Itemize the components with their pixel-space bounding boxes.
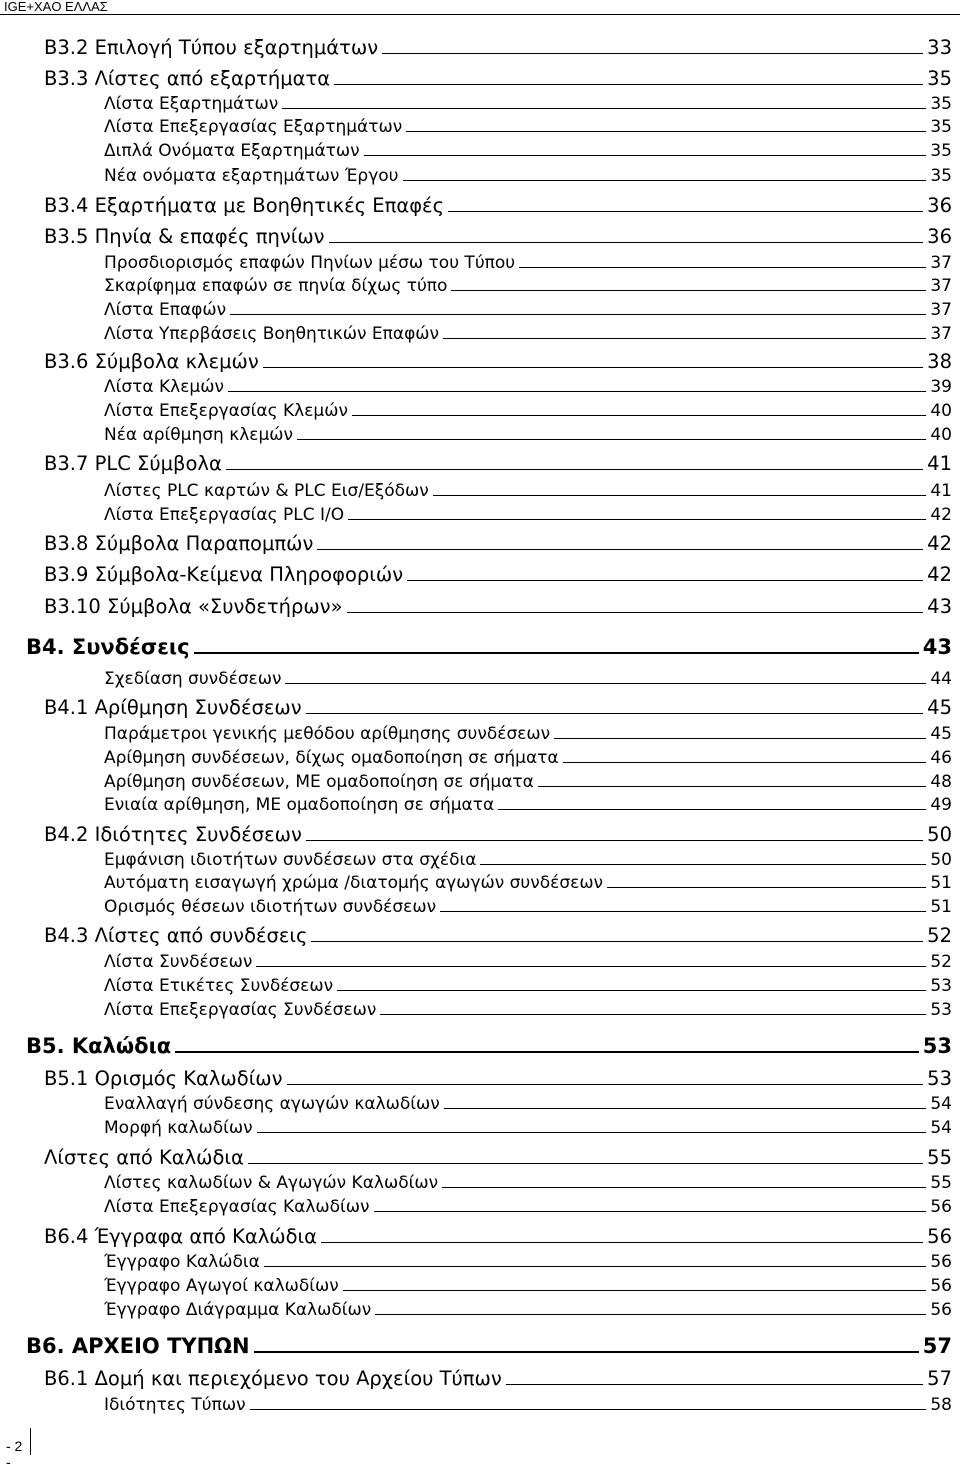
toc-leader-line: [317, 549, 923, 550]
toc-entry-page: 56: [930, 1197, 952, 1217]
page-footer: [0, 1428, 31, 1470]
toc-entry-title: Λίστα Επεξεργασίας Κλεμών: [104, 401, 348, 421]
toc-leader-line: [306, 713, 924, 714]
toc-entry-page: 57: [922, 1334, 952, 1358]
toc-entry[interactable]: [104, 748, 952, 768]
toc-entry-title: Σχεδίαση συνδέσεων: [104, 669, 282, 689]
toc-entry[interactable]: [44, 532, 952, 555]
toc-leader-line: [442, 1187, 926, 1188]
toc-entry[interactable]: [104, 276, 952, 296]
toc-leader-line: [448, 211, 923, 212]
toc-entry-page: 48: [930, 772, 952, 792]
toc-entry[interactable]: [104, 1094, 952, 1114]
toc-entry[interactable]: [104, 94, 952, 114]
toc-entry-title: Λίστες από Καλώδια: [44, 1146, 244, 1169]
toc-entry-page: 35: [927, 67, 952, 90]
toc-leader-line: [306, 840, 923, 841]
toc-entry-page: 57: [927, 1367, 952, 1390]
toc-entry[interactable]: [26, 1334, 952, 1358]
toc-entry-page: 40: [930, 425, 952, 445]
toc-entry[interactable]: [104, 1252, 952, 1272]
toc-entry-title: Εναλλαγή σύνδεσης αγωγών καλωδίων: [104, 1094, 440, 1114]
toc-entry-page: 56: [927, 1225, 952, 1248]
toc-entry-title: Νέα αρίθμηση κλεμών: [104, 425, 294, 445]
toc-entry[interactable]: [104, 976, 952, 996]
toc-leader-line: [433, 495, 927, 496]
toc-entry-page: 37: [930, 253, 952, 273]
toc-entry-page: 35: [930, 117, 952, 137]
toc-entry-title: Αρίθμηση συνδέσεων, δίχως ομαδοποίηση σε σήματα: [104, 748, 559, 768]
toc-entry-title: Λίστα Επεξεργασίας Συνδέσεων: [104, 1000, 377, 1020]
toc-entry[interactable]: [104, 897, 952, 917]
toc-leader-line: [321, 1242, 923, 1243]
toc-entry[interactable]: [26, 635, 952, 659]
toc-entry-title: B5. Καλώδια: [26, 1034, 172, 1058]
toc-entry[interactable]: [44, 595, 952, 618]
toc-leader-line: [250, 1409, 927, 1410]
toc-leader-line: [297, 439, 926, 440]
toc-leader-line: [343, 1290, 927, 1291]
toc-entry[interactable]: [104, 300, 952, 320]
toc-entry-page: 36: [927, 194, 952, 217]
toc-entry-page: 42: [930, 505, 952, 525]
toc-entry[interactable]: [44, 696, 952, 719]
toc-entry[interactable]: [104, 669, 952, 689]
toc-entry-title: Εμφάνιση ιδιοτήτων συνδέσεων στα σχέδια: [104, 850, 477, 870]
toc-entry-page: 56: [930, 1276, 952, 1296]
toc-entry-page: 42: [927, 563, 952, 586]
toc-entry-page: 41: [927, 452, 952, 475]
toc-entry-page: 51: [930, 897, 952, 917]
toc-entry-page: 53: [930, 976, 952, 996]
toc-leader-line: [506, 1384, 923, 1385]
toc-entry-title: B3.4 Εξαρτήματα με Βοηθητικές Επαφές: [44, 194, 445, 217]
toc-entry-title: Λίστα Επεξεργασίας Εξαρτημάτων: [104, 117, 403, 137]
toc-entry-title: Προσδιορισμός επαφών Πηνίων μέσω του Τύπου: [104, 253, 516, 273]
toc-leader-line: [347, 612, 924, 613]
toc-entry-page: 54: [930, 1094, 952, 1114]
toc-leader-line: [348, 519, 926, 520]
toc-leader-line: [228, 391, 926, 392]
toc-entry-page: 40: [930, 401, 952, 421]
toc-entry-title: Λίστες PLC καρτών & PLC Εισ/Εξόδων: [104, 481, 429, 501]
toc-entry-page: 36: [927, 225, 952, 248]
toc-leader-line: [403, 180, 927, 181]
toc-entry-title: B3.9 Σύμβολα-Κείμενα Πληροφοριών: [44, 563, 404, 586]
toc-entry[interactable]: [104, 505, 952, 525]
toc-leader-line: [375, 1314, 926, 1315]
toc-leader-line: [406, 131, 926, 132]
toc-entry-title: Έγγραφο Διάγραμμα Καλωδίων: [104, 1300, 372, 1320]
toc-entry[interactable]: [44, 36, 952, 59]
toc-leader-line: [175, 1051, 919, 1053]
toc-entry[interactable]: [104, 1118, 952, 1138]
toc-entry[interactable]: [44, 67, 952, 90]
toc-entry[interactable]: [104, 1300, 952, 1320]
toc-entry[interactable]: [104, 117, 952, 137]
toc-leader-line: [443, 338, 926, 339]
toc-entry-title: Λίστα Επεξεργασίας PLC I/O: [104, 505, 345, 525]
toc-entry-page: 52: [927, 924, 952, 947]
toc-entry-title: Λίστα Υπερβάσεις Βοηθητικών Επαφών: [104, 324, 440, 344]
toc-leader-line: [264, 1266, 927, 1267]
toc-leader-line: [380, 1014, 926, 1015]
toc-entry-title: Παράμετροι γενικής μεθόδου αρίθμησης συνδέσεων: [104, 724, 551, 744]
toc-entry[interactable]: [44, 823, 952, 846]
toc-leader-line: [230, 314, 926, 315]
toc-leader-line: [248, 1163, 923, 1164]
toc-entry-page: 53: [930, 1000, 952, 1020]
toc-leader-line: [256, 966, 926, 967]
toc-entry-page: 44: [930, 669, 952, 689]
toc-entry-title: Ενιαία αρίθμηση, ΜΕ ομαδοποίηση σε σήματα: [104, 795, 495, 815]
toc-entry-title: Αυτόματη εισαγωγή χρώμα /διατομής αγωγών συνδέσεων: [104, 873, 604, 893]
toc-entry-page: 45: [930, 724, 952, 744]
toc-entry-title: Λίστα Κλεμών: [104, 377, 224, 397]
toc-leader-line: [226, 469, 923, 470]
toc-leader-line: [538, 786, 927, 787]
toc-entry-page: 58: [930, 1395, 952, 1415]
toc-leader-line: [480, 864, 926, 865]
toc-entry[interactable]: [104, 724, 952, 744]
toc-entry[interactable]: [44, 1067, 952, 1090]
toc-entry-page: 33: [927, 36, 952, 59]
toc-entry[interactable]: [44, 563, 952, 586]
toc-entry-page: 54: [930, 1118, 952, 1138]
toc-entry-title: Λίστα Συνδέσεων: [104, 952, 253, 972]
toc-entry-title: Λίστα Ετικέτες Συνδέσεων: [104, 976, 334, 996]
toc-entry-title: Αρίθμηση συνδέσεων, ΜΕ ομαδοποίηση σε σήματα: [104, 772, 534, 792]
toc-entry[interactable]: [104, 795, 952, 815]
toc-entry-page: 52: [930, 952, 952, 972]
toc-entry-title: Λίστα Επεξεργασίας Καλωδίων: [104, 1197, 370, 1217]
toc-leader-line: [440, 911, 926, 912]
toc-leader-line: [194, 652, 919, 654]
toc-entry-title: Μορφή καλωδίων: [104, 1118, 253, 1138]
toc-entry[interactable]: [44, 452, 952, 475]
toc-leader-line: [444, 1108, 927, 1109]
toc-entry-title: Λίστα Επαφών: [104, 300, 227, 320]
toc-entry[interactable]: [104, 425, 952, 445]
toc-entry[interactable]: [26, 1034, 952, 1058]
toc-entry[interactable]: [104, 166, 952, 186]
header-title: IGE+XAO ΕΛΛΑΣ: [4, 0, 108, 14]
toc-entry[interactable]: [104, 1276, 952, 1296]
toc-entry-title: Λίστες καλωδίων & Αγωγών Καλωδίων: [104, 1173, 439, 1193]
toc-entry[interactable]: [104, 253, 952, 273]
toc-entry[interactable]: [104, 401, 952, 421]
toc-entry[interactable]: [104, 141, 952, 161]
toc-entry-title: Νέα ονόματα εξαρτημάτων Έργου: [104, 166, 399, 186]
toc-leader-line: [451, 290, 926, 291]
toc-entry[interactable]: [104, 873, 952, 893]
toc-entry[interactable]: [104, 772, 952, 792]
toc-leader-line: [352, 415, 926, 416]
toc-entry-title: Ορισμός θέσεων ιδιοτήτων συνδέσεων: [104, 897, 437, 917]
running-header: [0, 0, 960, 15]
toc-entry-page: 55: [930, 1173, 952, 1193]
toc-entry-page: 43: [922, 635, 952, 659]
toc-entry-title: B4.2 Ιδιότητες Συνδέσεων: [44, 823, 302, 846]
toc-leader-line: [282, 108, 926, 109]
toc-leader-line: [287, 1084, 924, 1085]
toc-entry[interactable]: [44, 194, 952, 217]
toc-entry[interactable]: [104, 952, 952, 972]
toc-entry-page: 51: [930, 873, 952, 893]
toc-leader-line: [382, 53, 923, 54]
toc-entry-title: Έγγραφο Καλώδια: [104, 1252, 260, 1272]
toc-entry-page: 38: [927, 350, 952, 373]
toc-entry-page: 56: [930, 1300, 952, 1320]
toc-entry-page: 35: [930, 166, 952, 186]
toc-entry-title: B4. Συνδέσεις: [26, 635, 190, 659]
toc-entry[interactable]: [104, 377, 952, 397]
toc-entry-title: B3.8 Σύμβολα Παραπομπών: [44, 532, 314, 555]
toc-entry-page: 56: [930, 1252, 952, 1272]
toc-entry-page: 37: [930, 276, 952, 296]
toc-entry[interactable]: [44, 225, 952, 248]
toc-entry-title: B3.7 PLC Σύμβολα: [44, 452, 222, 475]
toc-entry-page: 43: [927, 595, 952, 618]
toc-entry[interactable]: [44, 350, 952, 373]
toc-entry-title: B3.2 Επιλογή Τύπου εξαρτημάτων: [44, 36, 379, 59]
toc-leader-line: [519, 267, 926, 268]
toc-leader-line: [334, 84, 923, 85]
toc-entry-page: 50: [930, 850, 952, 870]
toc-entry-title: Ιδιότητες Τύπων: [104, 1395, 246, 1415]
toc-leader-line: [285, 683, 926, 684]
toc-entry-page: 35: [930, 141, 952, 161]
toc-leader-line: [311, 941, 923, 942]
toc-leader-line: [554, 738, 926, 739]
toc-entry-title: Έγγραφο Αγωγοί καλωδίων: [104, 1276, 339, 1296]
toc-entry[interactable]: [104, 1197, 952, 1217]
toc-entry-title: B3.3 Λίστες από εξαρτήματα: [44, 67, 331, 90]
toc-entry[interactable]: [44, 924, 952, 947]
toc-entry[interactable]: [104, 1173, 952, 1193]
toc-entry-page: 37: [930, 324, 952, 344]
toc-entry-title: B5.1 Ορισμός Καλωδίων: [44, 1067, 283, 1090]
toc-entry[interactable]: [104, 850, 952, 870]
toc-entry[interactable]: [44, 1146, 952, 1169]
toc-entry-title: B6.1 Δομή και περιεχόμενο του Αρχείου Τύπων: [44, 1367, 502, 1390]
toc-entry[interactable]: [44, 1225, 952, 1248]
toc-entry-page: 50: [927, 823, 952, 846]
toc-leader-line: [498, 809, 926, 810]
toc-entry-page: 39: [930, 377, 952, 397]
toc-leader-line: [407, 580, 923, 581]
toc-entry-page: 35: [930, 94, 952, 114]
toc-entry-page: 37: [930, 300, 952, 320]
toc-entry-page: 55: [927, 1146, 952, 1169]
toc-entry-title: B3.5 Πηνία & επαφές πηνίων: [44, 225, 325, 248]
toc-leader-line: [337, 990, 926, 991]
toc-entry[interactable]: [104, 1395, 952, 1415]
toc-leader-line: [563, 762, 927, 763]
toc-entry-page: 49: [930, 795, 952, 815]
toc-entry-title: B4.3 Λίστες από συνδέσεις: [44, 924, 308, 947]
toc-entry-title: Λίστα Εξαρτημάτων: [104, 94, 279, 114]
toc-entry-title: B3.10 Σύμβολα «Συνδετήρων»: [44, 595, 343, 618]
toc-entry-title: B6. ΑΡΧΕΙΟ ΤΥΠΩΝ: [26, 1334, 250, 1358]
toc-entry-page: 46: [930, 748, 952, 768]
toc-entry[interactable]: [104, 481, 952, 501]
toc-leader-line: [364, 155, 927, 156]
toc-entry[interactable]: [104, 324, 952, 344]
toc-entry-title: B6.4 Έγγραφα από Καλώδια: [44, 1225, 317, 1248]
toc-leader-line: [329, 242, 924, 243]
page-number: - 2 -: [6, 1438, 23, 1470]
toc-entry-page: 53: [922, 1034, 952, 1058]
toc-entry-page: 42: [927, 532, 952, 555]
toc-entry-title: B4.1 Αρίθμηση Συνδέσεων: [44, 696, 302, 719]
toc-leader-line: [257, 1132, 927, 1133]
toc-entry-title: B3.6 Σύμβολα κλεμών: [44, 350, 259, 373]
toc-leader-line: [374, 1211, 927, 1212]
toc-entry-page: 53: [927, 1067, 952, 1090]
toc-entry-page: 41: [930, 481, 952, 501]
toc-leader-line: [607, 887, 926, 888]
toc-entry-page: 45: [927, 696, 952, 719]
toc-leader-line: [254, 1351, 919, 1353]
toc-entry[interactable]: [104, 1000, 952, 1020]
toc-entry-title: Σκαρίφημα επαφών σε πηνία δίχως τύπο: [104, 276, 448, 296]
toc-entry[interactable]: [44, 1367, 952, 1390]
toc-entry-title: Διπλά Ονόματα Εξαρτημάτων: [104, 141, 360, 161]
toc-leader-line: [263, 367, 923, 368]
